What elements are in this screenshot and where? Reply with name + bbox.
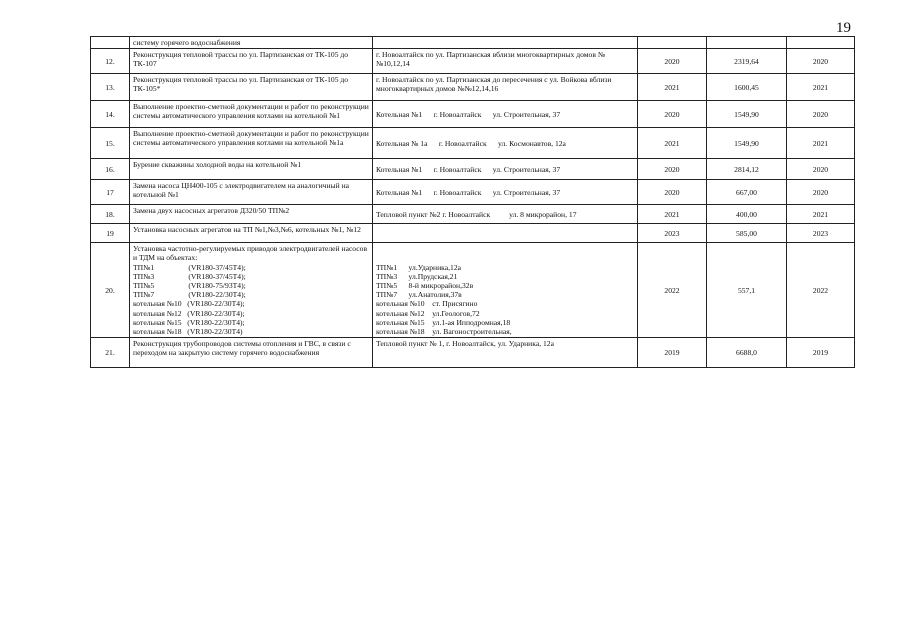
row-number-cell bbox=[91, 128, 130, 159]
row-number-cell bbox=[91, 224, 130, 243]
work-location-cell bbox=[373, 101, 638, 128]
work-description-cell bbox=[130, 49, 373, 74]
cost-value-cell bbox=[707, 205, 787, 224]
work-location-cell bbox=[373, 205, 638, 224]
work-location-cell bbox=[373, 49, 638, 74]
start-year: 2020 bbox=[664, 164, 680, 174]
work-description-cell bbox=[130, 159, 373, 180]
row-number-cell bbox=[91, 159, 130, 180]
start-year-cell bbox=[638, 205, 707, 224]
end-year-cell bbox=[787, 159, 855, 180]
page-number: 19 bbox=[836, 20, 851, 36]
table-row bbox=[91, 128, 855, 159]
work-description-cell bbox=[130, 338, 373, 368]
cost-value: 1549,90 bbox=[734, 138, 759, 148]
table-row bbox=[91, 74, 855, 101]
work-description-cell bbox=[130, 243, 373, 338]
work-description: Реконструкция трубопроводов системы отопления и ГВС, в связи с переходом на закрытую систему горячего водоснабжения bbox=[133, 339, 353, 358]
table-row bbox=[91, 49, 855, 74]
row-number-cell bbox=[91, 74, 130, 101]
end-year: 2023 bbox=[812, 228, 829, 238]
cost-value-cell bbox=[707, 74, 787, 101]
work-location: Котельная №1 г. Новоалтайск ул. Строительная, 37 bbox=[376, 109, 561, 119]
table-row bbox=[91, 180, 855, 205]
row-number: 16. bbox=[105, 164, 115, 174]
work-description-cell bbox=[130, 128, 373, 159]
row-number: 18. bbox=[105, 209, 115, 219]
start-year: 2020 bbox=[664, 109, 680, 119]
table-row bbox=[91, 243, 855, 338]
work-location-cell bbox=[373, 128, 638, 159]
start-year-cell bbox=[638, 101, 707, 128]
end-year: 2019 bbox=[812, 348, 829, 358]
table-row bbox=[91, 224, 855, 243]
start-year: 2021 bbox=[664, 138, 680, 148]
end-year: 2021 bbox=[812, 209, 829, 219]
row-number: 21. bbox=[105, 348, 115, 358]
start-year-cell bbox=[638, 37, 707, 49]
row-number: 19 bbox=[106, 228, 114, 238]
work-location-cell bbox=[373, 243, 638, 338]
cost-value: 400,00 bbox=[736, 209, 757, 219]
start-year: 2023 bbox=[664, 228, 680, 238]
end-year-cell bbox=[787, 101, 855, 128]
start-year: 2020 bbox=[664, 187, 680, 197]
work-location-cell bbox=[373, 159, 638, 180]
cost-value-cell bbox=[707, 243, 787, 338]
row-number: 14. bbox=[105, 109, 115, 119]
work-location: Котельная №1 г. Новоалтайск ул. Строительная, 37 bbox=[376, 164, 561, 174]
end-year: 2020 bbox=[812, 56, 829, 66]
work-location: Тепловой пункт № 1, г. Новоалтайск, ул. Ударника, 12а bbox=[376, 339, 554, 349]
work-description: Замена двух насосных агрегатов Д320/50 ТП№2 bbox=[133, 206, 290, 216]
work-description: Бурение скважины холодной воды на котельной №1 bbox=[133, 160, 302, 170]
end-year-cell bbox=[787, 243, 855, 338]
start-year-cell bbox=[638, 243, 707, 338]
work-description-cell bbox=[130, 37, 373, 49]
cost-value: 1600,45 bbox=[734, 82, 759, 92]
cost-value: 667,00 bbox=[736, 187, 757, 197]
row-number-cell bbox=[91, 205, 130, 224]
end-year: 2020 bbox=[812, 187, 829, 197]
start-year: 2019 bbox=[664, 348, 680, 358]
cost-value: 557,1 bbox=[737, 285, 756, 295]
table-row bbox=[91, 205, 855, 224]
table-row bbox=[91, 37, 855, 49]
work-description: Установка частотно-регулируемых приводов электродвигателей насосов и ТДМ на объектах: ТП№1 (VR180-37/45T4); ТП№3 (VR180-37/45T4); ТП№5 (VR180-75/93T4); ТП№7 (VR180-22/30T4); котельная №10 (VR180-22/30T4); котельная №12 (VR180-22/30T4); котельная №15 (VR180-22/30T4); котельная №18 (VR180-22/30T4) bbox=[133, 244, 368, 337]
row-number-cell bbox=[91, 49, 130, 74]
work-description: Установка насосных агрегатов на ТП №1,№3,№6, котельных №1, №12 bbox=[133, 225, 361, 235]
start-year-cell bbox=[638, 128, 707, 159]
end-year-cell bbox=[787, 74, 855, 101]
work-location-cell bbox=[373, 37, 638, 49]
end-year: 2021 bbox=[812, 138, 829, 148]
work-location: г. Новоалтайск по ул. Партизанская вблизи многоквартирных домов №№10,12,14 bbox=[376, 50, 606, 69]
start-year-cell bbox=[638, 74, 707, 101]
cost-value: 585,00 bbox=[736, 228, 757, 238]
work-location: Тепловой пункт №2 г. Новоалтайск ул. 8 микрорайон, 17 bbox=[376, 209, 577, 219]
row-number: 12. bbox=[105, 56, 115, 66]
end-year-cell bbox=[787, 49, 855, 74]
cost-value-cell bbox=[707, 37, 787, 49]
cost-value-cell bbox=[707, 101, 787, 128]
end-year: 2020 bbox=[812, 109, 829, 119]
start-year-cell bbox=[638, 224, 707, 243]
table-row bbox=[91, 338, 855, 368]
end-year-cell bbox=[787, 37, 855, 49]
end-year-cell bbox=[787, 180, 855, 205]
work-location: Котельная №1 г. Новоалтайск ул. Строительная, 37 bbox=[376, 187, 561, 197]
cost-value: 2814,12 bbox=[734, 164, 759, 174]
investment-table bbox=[90, 36, 855, 368]
row-number: 13. bbox=[105, 82, 115, 92]
table-row bbox=[91, 159, 855, 180]
row-number: 17 bbox=[106, 187, 114, 197]
work-description: Реконструкция тепловой трассы по ул. Партизанская от ТК-105 до ТК-107 bbox=[133, 50, 350, 69]
work-description: Выполнение проектно-сметной документации и работ по реконструкции системы автоматического управления котлами на котельной №1а bbox=[133, 129, 371, 148]
work-location-cell bbox=[373, 338, 638, 368]
work-location: ТП№1 ул.Ударника,12а ТП№3 ул.Прудская,21 ТП№5 8-й микрорайон,32в ТП№7 ул.Анатолия,37в котельная №10 ст. Присягино котельная №12 ул.Геологов,72 котельная №15 ул.1-ая Ипподромная,18 котельная №18 ул. Вагоностроительная, bbox=[376, 262, 512, 337]
work-location-cell bbox=[373, 74, 638, 101]
work-description-cell bbox=[130, 101, 373, 128]
cost-value-cell bbox=[707, 338, 787, 368]
end-year: 2020 bbox=[812, 164, 829, 174]
start-year-cell bbox=[638, 180, 707, 205]
table-row bbox=[91, 101, 855, 128]
row-number-cell bbox=[91, 101, 130, 128]
work-description-cell bbox=[130, 74, 373, 101]
work-description: Реконструкция тепловой трассы по ул. Партизанская от ТК-105 до ТК-105* bbox=[133, 75, 350, 94]
work-location-cell bbox=[373, 180, 638, 205]
cost-value-cell bbox=[707, 224, 787, 243]
start-year: 2022 bbox=[664, 285, 680, 295]
end-year-cell bbox=[787, 128, 855, 159]
start-year: 2020 bbox=[664, 56, 680, 66]
cost-value: 2319,64 bbox=[734, 56, 759, 66]
row-number: 20. bbox=[105, 285, 115, 295]
row-number-cell bbox=[91, 338, 130, 368]
work-description: Выполнение проектно-сметной документации и работ по реконструкции системы автоматического управления котлами на котельной №1 bbox=[133, 102, 371, 121]
work-location-cell bbox=[373, 224, 638, 243]
start-year: 2021 bbox=[664, 209, 680, 219]
row-number: 15. bbox=[105, 138, 115, 148]
start-year: 2021 bbox=[664, 82, 680, 92]
row-number-cell bbox=[91, 180, 130, 205]
cost-value-cell bbox=[707, 128, 787, 159]
work-description: систему горячего водоснабжения bbox=[133, 38, 241, 47]
cost-value-cell bbox=[707, 49, 787, 74]
cost-value-cell bbox=[707, 159, 787, 180]
work-description-cell bbox=[130, 180, 373, 205]
row-number-cell bbox=[91, 37, 130, 49]
cost-value: 1549,90 bbox=[734, 109, 759, 119]
cost-value-cell bbox=[707, 180, 787, 205]
work-description: Замена насоса ЦН400-105 с электродвигателем на аналогичный на котельной №1 bbox=[133, 181, 351, 200]
work-description-cell bbox=[130, 205, 373, 224]
start-year-cell bbox=[638, 49, 707, 74]
end-year: 2021 bbox=[812, 82, 829, 92]
work-location: Котельная № 1а г. Новоалтайск ул. Космонавтов, 12а bbox=[376, 138, 566, 148]
start-year-cell bbox=[638, 338, 707, 368]
end-year: 2022 bbox=[812, 285, 829, 295]
end-year-cell bbox=[787, 205, 855, 224]
work-description-cell bbox=[130, 224, 373, 243]
row-number-cell bbox=[91, 243, 130, 338]
work-location: г. Новоалтайск по ул. Партизанская до пересечения с ул. Войкова вблизи многоквартирных домов №№12,14,16 bbox=[376, 75, 614, 94]
start-year-cell bbox=[638, 159, 707, 180]
end-year-cell bbox=[787, 338, 855, 368]
cost-value: 6688,0 bbox=[736, 348, 757, 358]
end-year-cell bbox=[787, 224, 855, 243]
